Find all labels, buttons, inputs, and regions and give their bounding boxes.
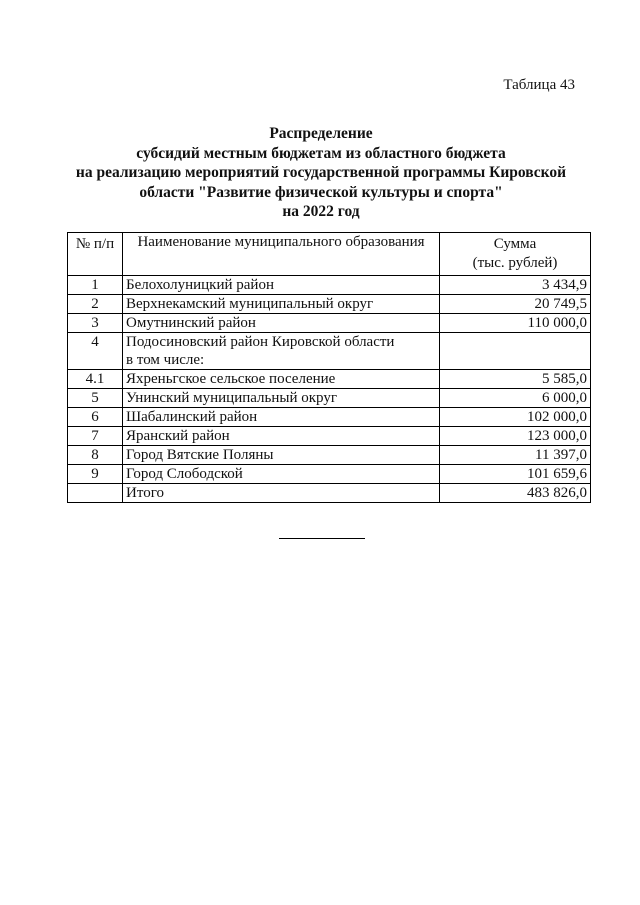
row-name: Омутнинский район [123, 314, 440, 333]
header-sum-title: Сумма [493, 236, 537, 252]
row-name: в том числе: [123, 351, 440, 370]
header-name: Наименование муниципального образования [123, 233, 440, 276]
title-line: на реализацию мероприятий государственной программы Кировской [75, 164, 567, 181]
row-sum: 6 000,0 [440, 389, 591, 408]
table-row [68, 351, 591, 370]
row-number: 1 [68, 276, 123, 295]
row-name: Яхреньгское сельское поселение [123, 370, 440, 389]
table-row [68, 333, 591, 352]
row-number: 3 [68, 314, 123, 333]
title-line: субсидий местным бюджетам из областного бюджета [136, 144, 506, 162]
row-sum [440, 351, 591, 370]
row-number: 4.1 [68, 370, 123, 389]
table-header-row [68, 233, 591, 276]
row-sum: 5 585,0 [440, 370, 591, 389]
table-number-label: Таблица 43 [503, 77, 575, 93]
total-label: Итого [123, 484, 440, 503]
row-name: Шабалинский район [123, 408, 440, 427]
row-sum [440, 333, 591, 352]
table-row [68, 446, 591, 465]
row-sum: 11 397,0 [440, 446, 591, 465]
row-number: 5 [68, 389, 123, 408]
title-line: на 2022 год [282, 203, 360, 220]
title-line: Распределение [269, 125, 373, 142]
row-number: 4 [68, 333, 123, 352]
row-sum: 102 000,0 [440, 408, 591, 427]
row-name: Унинский муниципальный округ [123, 389, 440, 408]
table-row [68, 370, 591, 389]
row-number [68, 351, 123, 370]
table-row [68, 427, 591, 446]
end-divider [279, 538, 365, 539]
row-name: Подосиновский район Кировской области [123, 333, 440, 352]
row-number: 6 [68, 408, 123, 427]
table-row [68, 408, 591, 427]
row-sum: 101 659,6 [440, 465, 591, 484]
table-row [68, 465, 591, 484]
document-title [60, 124, 582, 222]
table-total-row [68, 484, 591, 503]
title-line: области "Развитие физической культуры и спорта" [139, 183, 503, 201]
header-number: № п/п [68, 233, 123, 276]
row-sum: 20 749,5 [440, 295, 591, 314]
table-row [68, 389, 591, 408]
table-row [68, 314, 591, 333]
row-name: Белохолуницкий район [123, 276, 440, 295]
header-sum [440, 233, 591, 276]
row-number [68, 484, 123, 503]
row-number: 8 [68, 446, 123, 465]
row-name: Яранский район [123, 427, 440, 446]
total-sum: 483 826,0 [440, 484, 591, 503]
header-sum-unit: (тыс. рублей) [472, 255, 558, 271]
row-sum: 3 434,9 [440, 276, 591, 295]
row-sum: 110 000,0 [440, 314, 591, 333]
row-number: 7 [68, 427, 123, 446]
row-sum: 123 000,0 [440, 427, 591, 446]
row-name: Город Слободской [123, 465, 440, 484]
table-row [68, 276, 591, 295]
row-number: 9 [68, 465, 123, 484]
table-row [68, 295, 591, 314]
row-name: Город Вятские Поляны [123, 446, 440, 465]
subsidy-table [67, 232, 591, 503]
row-name: Верхнекамский муниципальный округ [123, 295, 440, 314]
row-number: 2 [68, 295, 123, 314]
